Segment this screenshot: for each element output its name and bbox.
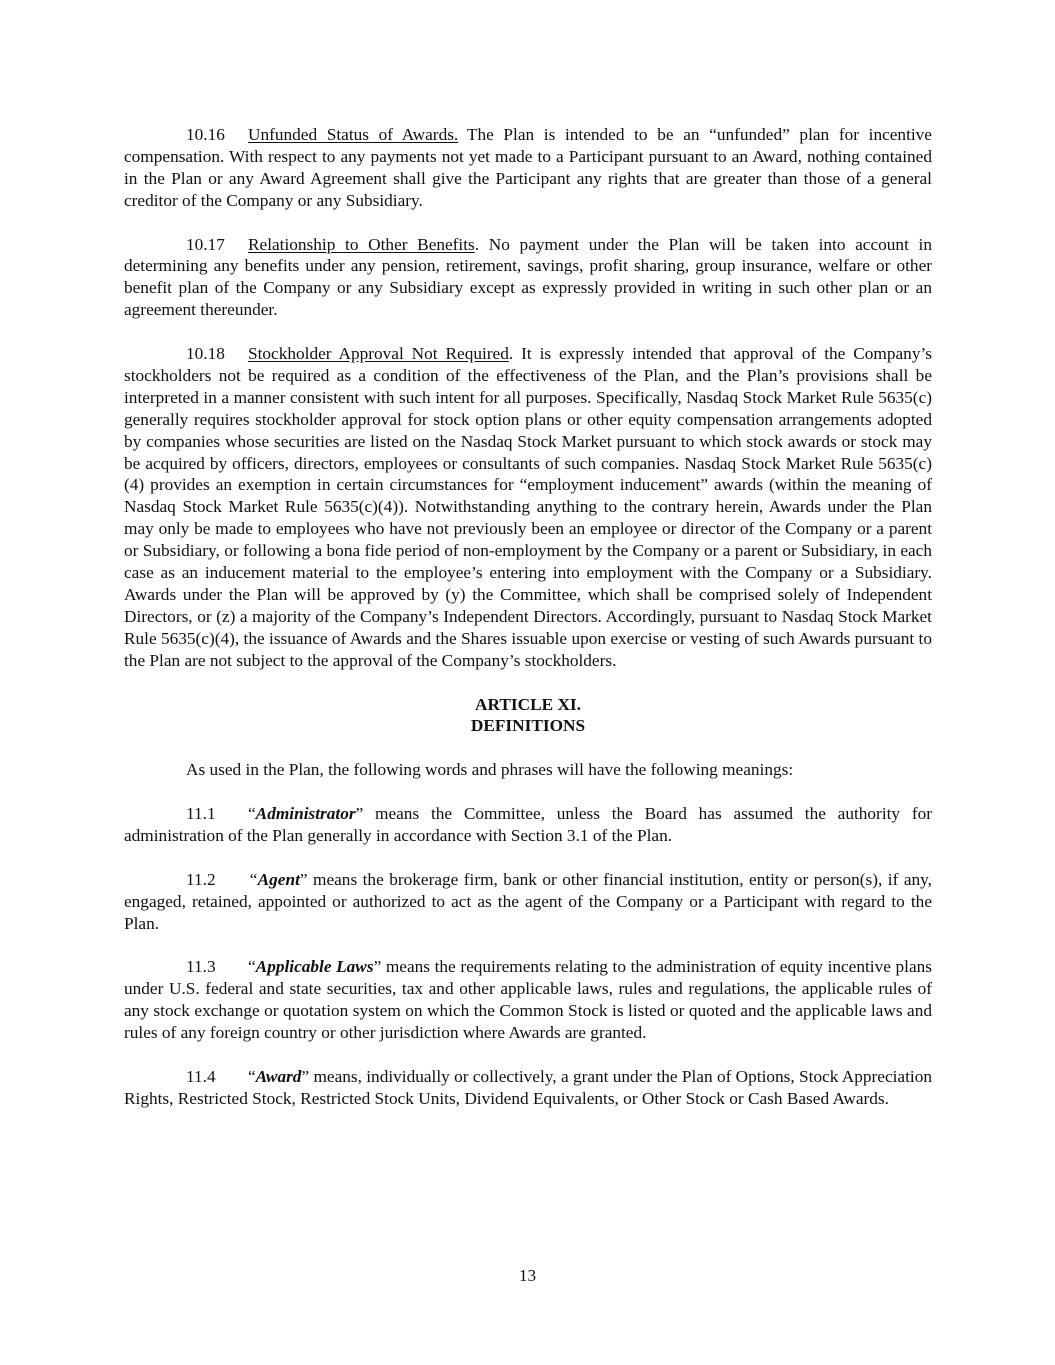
- close-quote: ”: [373, 957, 382, 977]
- defined-term: Administrator: [255, 804, 356, 824]
- section-title: Relationship to Other Benefits: [248, 234, 475, 254]
- section-body: The Plan is intended to be an “unfunded” plan for incentive compensation. With respect to any payments not yet made to a Participant pursuant to an Award, nothing contained in the Plan or any Award Agreement shall give the Participant any rights that are greater than those of a general creditor of the Company or any Subsidiary.: [124, 125, 932, 210]
- open-quote: “: [248, 1066, 256, 1086]
- section-10-17: [124, 234, 932, 322]
- section-10-18: [124, 343, 932, 672]
- article-title: DEFINITIONS: [470, 716, 586, 736]
- section-title: Stockholder Approval Not Required: [248, 344, 509, 364]
- definitions-intro: As used in the Plan, the following words and phrases will have the following meanings:: [186, 760, 794, 780]
- article-number: ARTICLE XI.: [475, 694, 581, 714]
- section-body: . It is expressly intended that approval of the Company’s stockholders not be required as a condition of the effectiveness of the Plan, and the Plan’s provisions shall be interpreted in a manner consistent with such intent for all purposes. Specifically, Nasdaq Stock Market Rule 5635(c) generally requires stockholder approval for stock option plans or other equity compensation arrangements adopted by companies whose securities are listed on the Nasdaq Stock Market pursuant to which stock awards or stock may be acquired by officers, directors, employees or consultants of such companies. Nasdaq Stock Market Rule 5635(c)(4) provides an exemption in certain circumstances for “employment inducement” awards (within the meaning of Nasdaq Stock Market Rule 5635(c)(4)). Notwithstanding anything to the contrary herein, Awards under the Plan may only be made to employees who have not previously been an employee or director of the Company or a parent or Subsidiary, or following a bona fide period of non-employment by the Company or a parent or Subsidiary, in each case as an inducement material to the employee’s entering into employment with the Company or a Subsidiary. Awards under the Plan will be approved by (y) the Committee, which shall be comprised solely of Independent Directors, or (z) a majority of the Company’s Independent Directors. Accordingly, pursuant to Nasdaq Stock Market Rule 5635(c)(4), the issuance of Awards and the Shares issuable upon exercise or vesting of such Awards pursuant to the Plan are not subject to the approval of the Company’s stockholders.: [124, 344, 932, 670]
- defined-term: Applicable Laws: [255, 957, 374, 977]
- close-quote: ”: [355, 804, 364, 824]
- definition-11-1: [124, 803, 932, 847]
- definition-body: means, individually or collectively, a grant under the Plan of Options, Stock Appreciation Rights, Restricted Stock, Restricted Stock Units, Dividend Equivalents, or Other Stock or Cash Based Awards.: [124, 1066, 932, 1108]
- page-number: 13: [518, 1266, 537, 1285]
- section-number: 10.16: [186, 125, 225, 144]
- section-10-16: [124, 124, 932, 212]
- section-number: 10.18: [186, 344, 225, 364]
- definition-11-3: [124, 956, 932, 1044]
- section-title: Unfunded Status of Awards.: [248, 125, 459, 144]
- open-quote: “: [248, 869, 258, 889]
- definition-11-4: [124, 1066, 932, 1110]
- definition-number: 11.1: [186, 804, 216, 824]
- open-quote: “: [248, 957, 256, 977]
- definition-number: 11.3: [186, 957, 216, 977]
- defined-term: Award: [255, 1066, 302, 1086]
- section-body: . No payment under the Plan will be taken into account in determining any benefits under any pension, retirement, savings, profit sharing, group insurance, welfare or other benefit plan of the Company or any Subsidiary except as expressly provided in writing in such other plan or an agreement thereunder.: [124, 234, 932, 320]
- section-number: 10.17: [186, 234, 225, 254]
- open-quote: “: [248, 804, 256, 824]
- definition-number: 11.2: [186, 869, 216, 889]
- defined-term: Agent: [257, 869, 300, 889]
- definition-body: means the requirements relating to the administration of equity incentive plans under U.S. federal and state securities, tax and other applicable laws, rules and regulations, the applicable rules of any stock exchange or quotation system on which the Common Stock is listed or quoted and the applicable laws and rules of any foreign country or other jurisdiction where Awards are granted.: [124, 957, 932, 1043]
- close-quote: ”: [301, 1066, 310, 1086]
- definition-11-2: [124, 869, 932, 935]
- document-page: [124, 124, 932, 1132]
- article-heading: [124, 694, 932, 738]
- definition-number: 11.4: [186, 1066, 216, 1086]
- close-quote: ”: [299, 869, 308, 889]
- definition-body: means the Committee, unless the Board has assumed the authority for administration of the Plan generally in accordance with Section 3.1 of the Plan.: [124, 804, 932, 845]
- definition-body: means the brokerage firm, bank or other financial institution, entity or person(s), if any, engaged, retained, appointed or authorized to act as the agent of the Company or a Participant with regard to the Plan.: [124, 869, 932, 933]
